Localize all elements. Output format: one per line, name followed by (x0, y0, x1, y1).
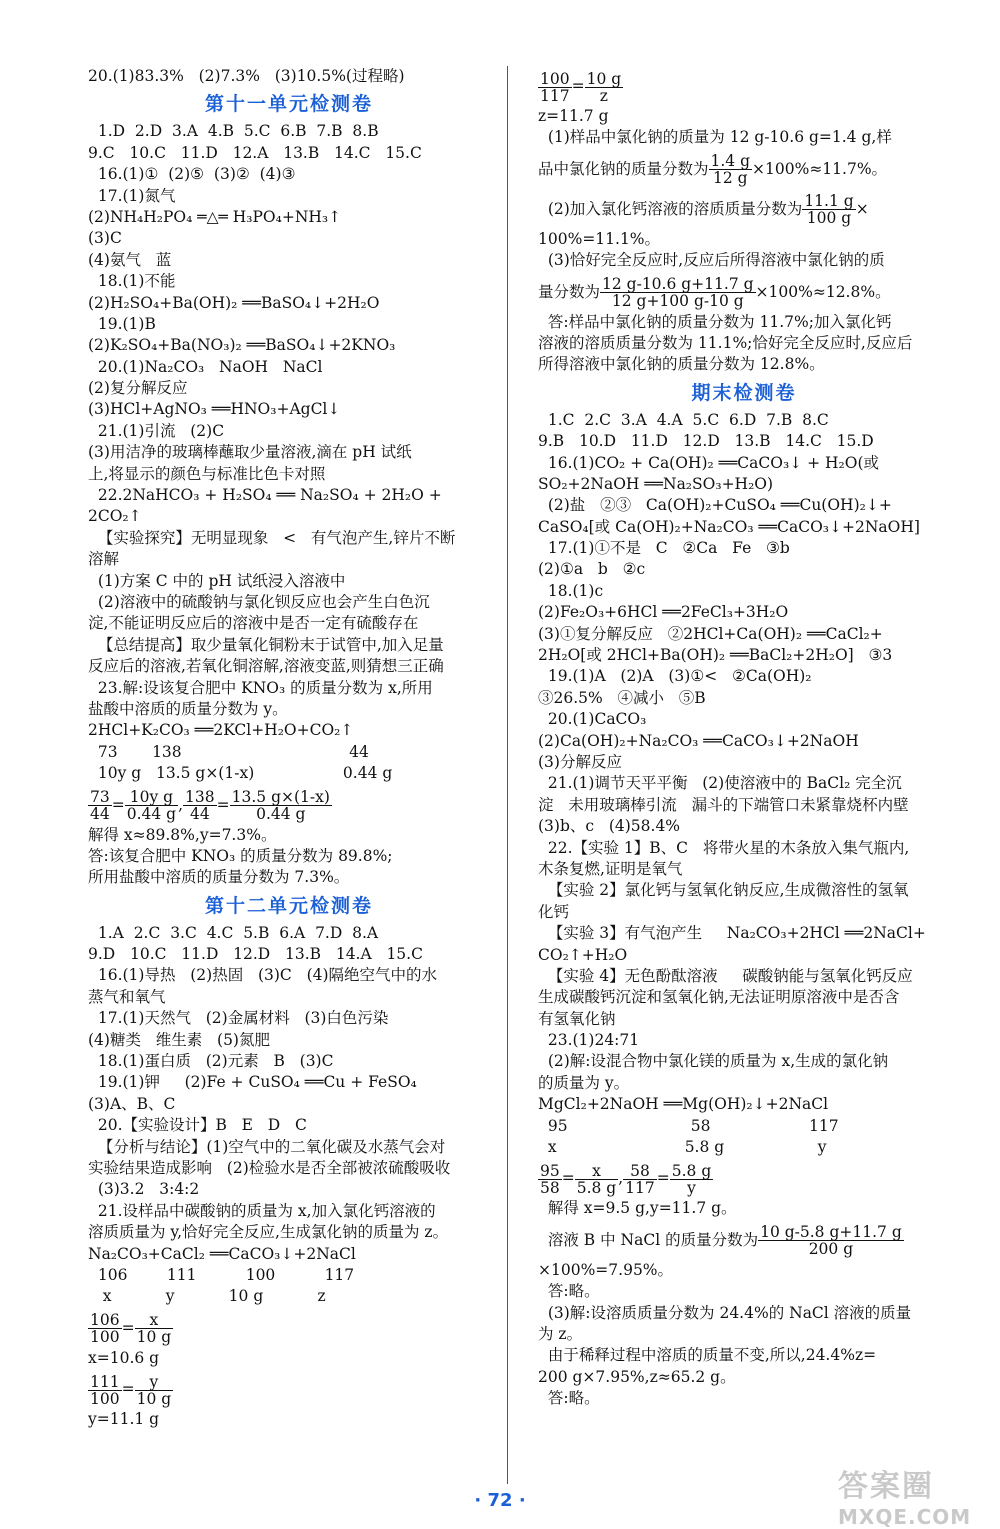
fraction-denominator: 44 (189, 805, 210, 823)
answer-line: (1)方案 C 中的 pH 试纸浸入溶液中 (88, 571, 346, 590)
fraction-numerator: 95 (540, 1161, 560, 1180)
answer-line: 所得溶液中氯化钠的质量分数为 12.8%。 (538, 355, 825, 374)
equals-sign: = (656, 1169, 670, 1188)
answer-line: 淀 未用玻璃棒引流 漏斗的下端管口未紧靠烧杯内壁 (538, 795, 909, 814)
separator: , (618, 1169, 624, 1188)
answer-line: (3)用洁净的玻璃棒蘸取少量溶液,滴在 pH 试纸 (88, 443, 412, 462)
answer-line: (3)HCl+AgNO₃ ══HNO₃+AgCl↓ (88, 400, 341, 419)
fraction-numerator: 100 (540, 69, 570, 88)
answer-line: 9.B 10.D 11.D 12.D 13.B 14.C 15.D (538, 432, 874, 451)
fraction-denominator: 0.44 g (256, 805, 306, 823)
answer-line: 200 g×7.95%,z≈65.2 g。 (538, 1367, 736, 1386)
fraction (183, 789, 217, 822)
column-divider (507, 66, 508, 1484)
answer-line: (3)解:设溶质质量分数为 24.4%的 NaCl 溶液的质量 (538, 1303, 912, 1322)
answer-line: CO₂↑+H₂O (538, 945, 628, 964)
fraction (538, 1163, 562, 1196)
separator: , (178, 795, 184, 814)
answer-line: 23.解:设该复合肥中 KNO₃ 的质量分数为 x,所用 (88, 678, 433, 697)
equals-sign: = (571, 77, 585, 95)
answer-line: 木条复燃,证明是氧气 (538, 859, 683, 878)
answer-line: x 5.8 g y (538, 1138, 827, 1157)
equals-sign: = (121, 1318, 135, 1337)
answer-line: (2)Ca(OH)₂+Na₂CO₃ ══CaCO₃↓+2NaOH (538, 731, 859, 750)
fraction-numerator: 106 (90, 1311, 120, 1330)
answer-line: 10y g 13.5 g×(1-x) 0.44 g (88, 764, 393, 783)
answer-line: MgCl₂+2NaOH ══Mg(OH)₂↓+2NaCl (538, 1095, 829, 1114)
answer-line: x=10.6 g (88, 1348, 160, 1367)
answer-line: (3)分解反应 (538, 752, 622, 771)
answer-line: z=11.7 g (538, 107, 609, 125)
answer-line: 【实验探究】无明显现象 < 有气泡产生,锌片不断 (88, 528, 456, 547)
answer-line: (2)溶液中的硫酸钠与氯化钡反应也会产生白色沉 (88, 592, 430, 611)
fraction-denominator: 12 g (712, 169, 748, 188)
answer-line: 19.(1)B (88, 314, 156, 333)
fraction-numerator: 13.5 g×(1-x) (231, 788, 330, 806)
answer-line: (4)糖类 维生素 (5)氮肥 (88, 1030, 270, 1049)
answer-line: 的质量为 y。 (538, 1073, 630, 1092)
answer-line: 盐酸中溶质的质量分数为 y。 (88, 699, 288, 718)
fraction-numerator: 138 (185, 788, 215, 806)
answer-line: x y 10 g z (88, 1287, 326, 1306)
text-before-fraction: 溶液 B 中 NaCl 的质量分数为 (538, 1230, 759, 1249)
ratio-equation (88, 1308, 490, 1348)
equals-sign: = (561, 1169, 575, 1188)
watermark-text: 答案圈 (838, 1469, 934, 1504)
fraction-numerator: 11.1 g (804, 192, 854, 211)
answer-line: 16.(1)CO₂ + Ca(OH)₂ ══CaCO₃↓ + H₂O(或 (538, 453, 880, 472)
answer-line: 20.(1)83.3% (2)7.3% (3)10.5%(过程略) (88, 67, 405, 85)
answer-line: (2)K₂SO₄+Ba(NO₃)₂ ══BaSO₄↓+2KNO₃ (88, 336, 396, 355)
fraction-denominator: 100 g (806, 209, 852, 228)
answer-line: 溶解 (88, 550, 120, 569)
answer-line: 答:样品中氯化钠的质量分数为 11.7%;加入氯化钙 (538, 312, 892, 331)
answer-line: (3)b、c (4)58.4% (538, 817, 681, 836)
answer-line: 23.(1)24:71 (538, 1031, 640, 1050)
answer-line: 【实验 2】氯化钙与氢氧化钠反应,生成微溶性的氢氧 (538, 881, 909, 900)
answer-line: 1.C 2.C 3.A 4.A 5.C 6.D 7.B 8.C (538, 410, 829, 429)
answer-line: (1)样品中氯化钠的质量为 12 g-10.6 g=1.4 g,样 (538, 128, 892, 147)
fraction-denominator: 117 (625, 1178, 655, 1197)
answer-line: 20.(1)CaCO₃ (538, 710, 647, 729)
section-heading: 第十二单元检测卷 (204, 894, 373, 917)
fraction (88, 1312, 122, 1345)
answer-line: 【分析与结论】(1)空气中的二氧化碳及水蒸气会对 (88, 1137, 446, 1156)
fraction-numerator: x (135, 1312, 174, 1329)
answer-line: (2)复分解反应 (88, 379, 188, 398)
fraction-denominator: 100 (90, 1328, 120, 1347)
fraction (88, 789, 112, 822)
answer-line: 21.(1)调节天平平衡 (2)使溶液中的 BaCl₂ 完全沉 (538, 774, 902, 793)
fraction-numerator: 5.8 g (671, 1161, 712, 1180)
answer-line: 20.(1)Na₂CO₃ NaOH NaCl (88, 357, 323, 376)
page-number-text: 72 (487, 1490, 513, 1511)
fraction (709, 153, 753, 186)
answer-line: ③26.5% ④减小 ⑤B (538, 688, 706, 707)
answer-line: y=11.1 g (88, 1410, 160, 1429)
fraction-numerator: y (135, 1374, 174, 1391)
answer-line: 溶液的溶质质量分数为 11.1%;恰好完全反应时,反应后 (538, 333, 913, 352)
answer-line: 18.(1)蛋白质 (2)元素 B (3)C (88, 1052, 334, 1071)
answer-line: 17.(1)氮气 (88, 186, 176, 205)
answer-line: 解得 x=9.5 g,y=11.7 g。 (538, 1199, 737, 1218)
fraction-denominator: 5.8 g (576, 1178, 617, 1197)
answer-line: 95 58 117 (538, 1116, 839, 1135)
fraction (802, 193, 855, 226)
answer-line: 16.(1)① (2)⑤ (3)② (4)③ (88, 165, 296, 184)
answer-line-with-fraction (538, 1220, 950, 1260)
fraction-denominator: 58 (540, 1178, 560, 1197)
page-dot-right: · (518, 1490, 526, 1511)
fraction-numerator: 1.4 g (710, 152, 751, 171)
answer-line: 蒸气和氧气 (88, 987, 166, 1006)
answer-line: 由于稀释过程中溶质的质量不变,所以,24.4%z= (538, 1346, 877, 1365)
section-heading: 第十一单元检测卷 (204, 93, 373, 116)
answer-line: 106 111 100 117 (88, 1265, 355, 1284)
fraction (538, 71, 572, 104)
text-before-fraction: 量分数为 (538, 282, 601, 301)
answer-line: 1.A 2.C 3.C 4.C 5.B 6.A 7.D 8.A (88, 923, 379, 942)
answer-line: (4)氨气 蓝 (88, 250, 172, 269)
page-dot-left: · (474, 1490, 482, 1511)
fraction-numerator: 10y g (125, 789, 178, 806)
answer-line: 9.D 10.C 11.D 12.D 13.B 14.A 15.C (88, 945, 423, 964)
answer-line: 【实验 4】无色酚酞溶液 碳酸钠能与氢氧化钙反应 (538, 966, 913, 985)
answer-line: 16.(1)导热 (2)热固 (3)C (4)隔绝空气中的水 (88, 966, 438, 985)
answer-line: (3)①复分解反应 ②2HCl+Ca(OH)₂ ══CaCl₂+ (538, 624, 883, 643)
answer-line: (3)3.2 3:4:2 (88, 1180, 200, 1199)
answer-line: 答:略。 (538, 1389, 600, 1408)
fraction (135, 1312, 174, 1345)
fraction (600, 276, 756, 309)
answer-line: 21.设样品中碳酸钠的质量为 x,加入氯化钙溶液的 (88, 1201, 436, 1220)
watermark-url: MXQE.COM (838, 1505, 972, 1529)
fraction-numerator: 10 g (586, 69, 622, 88)
answer-line: 9.C 10.C 11.D 12.A 13.B 14.C 15.C (88, 143, 422, 162)
answer-line: 2HCl+K₂CO₃ ══2KCl+H₂O+CO₂↑ (88, 721, 354, 740)
left-column (88, 66, 490, 1430)
fraction (230, 789, 332, 822)
fraction (623, 1163, 657, 1196)
fraction (135, 1374, 174, 1407)
answer-line: (3)恰好完全反应时,反应后所得溶液中氯化钠的质 (538, 251, 885, 270)
fraction (575, 1163, 619, 1196)
right-column (538, 66, 950, 1410)
answer-line: 17.(1)①不是 C ②Ca Fe ③b (538, 539, 790, 558)
fraction-denominator: 117 (540, 86, 570, 105)
ratio-equation (88, 785, 490, 825)
answer-line: (2)Fe₂O₃+6HCl ══2FeCl₃+3H₂O (538, 603, 789, 622)
text-after-fraction: ×100%≈12.8%。 (755, 282, 891, 301)
answer-line: (3)A、B、C (88, 1094, 176, 1113)
equals-sign: = (111, 795, 125, 814)
answer-line: 所用盐酸中溶质的质量分数为 7.3%。 (88, 868, 350, 887)
answer-line: 化钙 (538, 902, 570, 921)
fraction (88, 1374, 122, 1407)
answer-line: (2)H₂SO₄+Ba(OH)₂ ══BaSO₄↓+2H₂O (88, 293, 380, 312)
answer-line: 溶质质量为 y,恰好完全反应,生成氯化钠的质量为 z。 (88, 1223, 449, 1242)
fraction-denominator: 12 g+100 g-10 g (611, 292, 744, 311)
answer-line: (2)NH₄H₂PO₄ ═△═ H₃PO₄+NH₃↑ (88, 207, 342, 226)
ratio-equation (538, 66, 950, 106)
answer-line: 19.(1)钾 (2)Fe + CuSO₄ ══Cu + FeSO₄ (88, 1073, 417, 1092)
fraction-denominator: 0.44 g (126, 805, 177, 823)
answer-line-with-fraction (538, 272, 950, 312)
fraction-numerator: 58 (623, 1163, 657, 1180)
answer-line: (2)解:设混合物中氯化镁的质量为 x,生成的氯化钠 (538, 1052, 889, 1071)
text-after-fraction: × (855, 199, 869, 218)
fraction-denominator: y (687, 1178, 696, 1197)
answer-line: 反应后的溶液,若氧化铜溶解,溶液变蓝,则猜想三正确 (88, 657, 444, 676)
answer-line: ×100%=7.95%。 (538, 1260, 674, 1279)
fraction (758, 1224, 904, 1257)
answer-line: 【实验 3】有气泡产生 Na₂CO₃+2HCl ══2NaCl+ (538, 924, 926, 943)
answer-line: 21.(1)引流 (2)C (88, 421, 225, 440)
fraction-numerator: 111 (90, 1372, 120, 1391)
answer-line: 18.(1)c (538, 581, 604, 600)
fraction-denominator: 200 g (808, 1240, 854, 1259)
fraction-denominator: 44 (90, 805, 110, 823)
answer-line: 【总结提高】取少量氧化铜粉末于试管中,加入足量 (88, 635, 444, 654)
answer-line: 22.【实验 1】B、C 将带火星的木条放入集气瓶内, (538, 838, 910, 857)
fraction-numerator: x (575, 1163, 619, 1180)
answer-line: 答:略。 (538, 1282, 600, 1301)
answer-line: 为 z。 (538, 1324, 583, 1343)
fraction-denominator: 10 g (136, 1328, 172, 1347)
watermark-logo (838, 1461, 978, 1529)
fraction (585, 71, 624, 104)
answer-line: 17.(1)天然气 (2)金属材料 (3)白色污染 (88, 1009, 389, 1028)
answer-line: 2CO₂↑ (88, 507, 142, 526)
answer-line: 22.2NaHCO₃ + H₂SO₄ ══ Na₂SO₄ + 2H₂O + (88, 486, 442, 505)
answer-line: 1.D 2.D 3.A 4.B 5.C 6.B 7.B 8.B (88, 122, 379, 141)
answer-line: 上,将显示的颜色与标准比色卡对照 (88, 464, 326, 483)
answer-line: 18.(1)不能 (88, 272, 176, 291)
answer-line: 淀,不能证明反应后的溶液中是否一定有硫酸存在 (88, 614, 419, 633)
answer-line: CaSO₄[或 Ca(OH)₂+Na₂CO₃ ══CaCO₃↓+2NaOH] (538, 517, 920, 536)
answer-line: 实验结果造成影响 (2)检验水是否全部被浓硫酸吸收 (88, 1158, 451, 1177)
answer-line: 解得 x≈89.8%,y=7.3%。 (88, 825, 277, 844)
answer-line-with-fraction (538, 189, 950, 229)
fraction (670, 1163, 714, 1196)
text-before-fraction: 品中氯化钠的质量分数为 (538, 159, 709, 178)
fraction-numerator: 73 (90, 788, 110, 806)
ratio-equation (538, 1158, 950, 1198)
answer-line: (2)盐 ②③ Ca(OH)₂+CuSO₄ ══Cu(OH)₂↓+ (538, 496, 892, 515)
fraction (125, 789, 178, 822)
answer-line: 100%=11.1%。 (538, 229, 661, 248)
answer-line: 2H₂O[或 2HCl+Ba(OH)₂ ══BaCl₂+2H₂O] ③3 (538, 646, 893, 665)
answer-line: SO₂+2NaOH ══Na₂SO₃+H₂O) (538, 474, 774, 493)
equals-sign: = (121, 1380, 135, 1399)
fraction-numerator: 12 g-10.6 g+11.7 g (602, 275, 754, 294)
answer-line: 生成碳酸钙沉淀和氢氧化钠,无法证明原溶液中是否含 (538, 988, 900, 1007)
answer-line: (2)①a b ②c (538, 560, 646, 579)
fraction-denominator: z (599, 86, 608, 105)
equals-sign: = (216, 795, 230, 814)
answer-line: 20.【实验设计】B E D C (88, 1116, 307, 1135)
text-after-fraction: ×100%≈11.7%。 (752, 159, 888, 178)
answer-line: (3)C (88, 229, 122, 248)
answer-line-with-fraction (538, 149, 950, 189)
answer-line: 73 138 44 (88, 742, 369, 761)
ratio-equation (88, 1369, 490, 1409)
fraction-denominator: 100 (90, 1389, 120, 1408)
answer-line: Na₂CO₃+CaCl₂ ══CaCO₃↓+2NaCl (88, 1244, 356, 1263)
text-before-fraction: (2)加入氯化钙溶液的溶质质量分数为 (538, 199, 803, 218)
answer-line: 19.(1)A (2)A (3)①< ②Ca(OH)₂ (538, 667, 812, 686)
answer-line: 答:该复合肥中 KNO₃ 的质量分数为 89.8%; (88, 846, 393, 865)
fraction-numerator: 10 g-5.8 g+11.7 g (760, 1223, 902, 1242)
section-heading: 期末检测卷 (691, 381, 797, 404)
answer-line: 有氢氧化钠 (538, 1009, 616, 1028)
fraction-denominator: 10 g (136, 1389, 172, 1408)
